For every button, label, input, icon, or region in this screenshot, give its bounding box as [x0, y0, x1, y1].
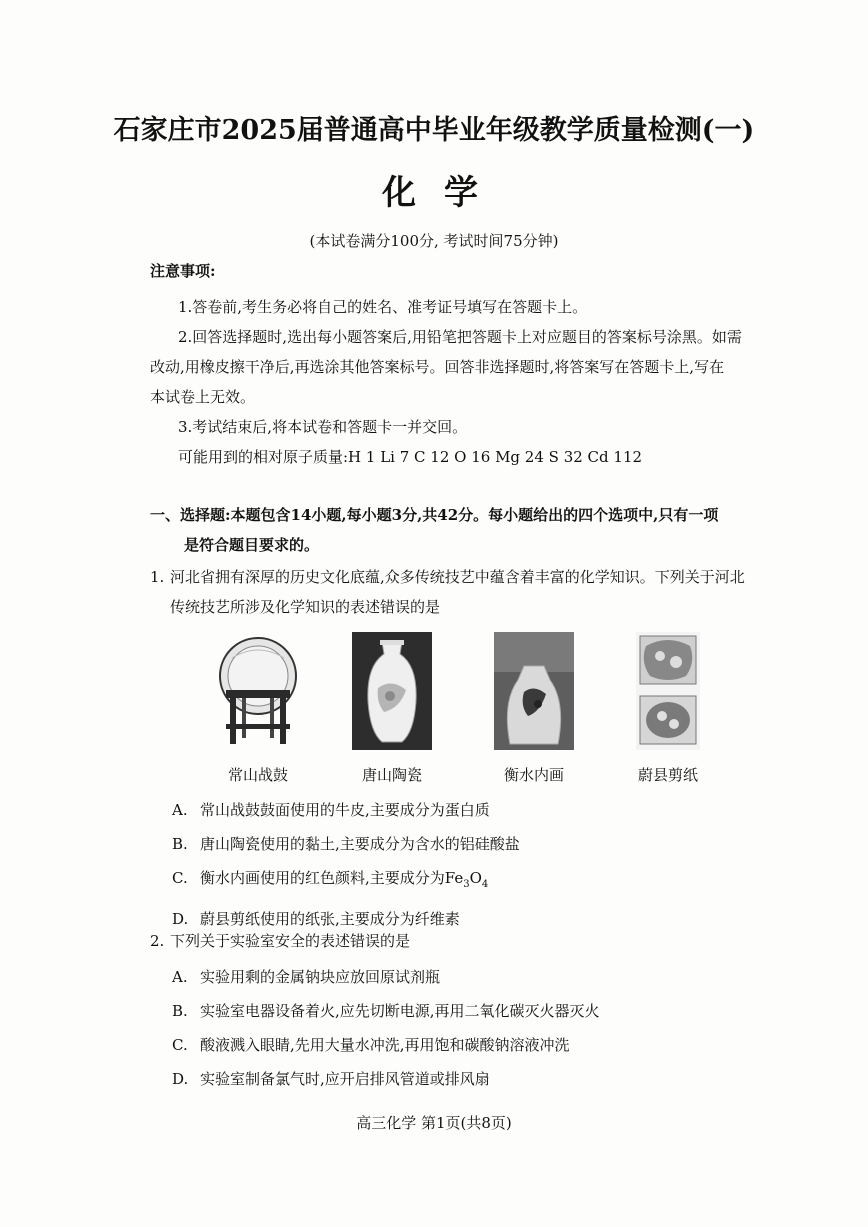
question-1 [150, 562, 820, 622]
paper-cut-image [636, 632, 700, 750]
option-label: A. [172, 968, 188, 986]
option-label: C. [172, 1036, 188, 1054]
question-2-line1: 下列关于实验室安全的表述错误的是 [170, 932, 411, 950]
caption-inner-painting: 衡水内画 [503, 766, 564, 784]
question-2 [150, 926, 820, 956]
section-heading [150, 500, 820, 560]
option-label: A. [172, 801, 188, 819]
figure-paper-cut [636, 632, 700, 754]
caption-ceramic-vase: 唐山陶瓷 [361, 766, 422, 784]
option-label: B. [172, 1002, 188, 1020]
option-text: 衡水内画使用的红色颜料,主要成分为Fe [200, 869, 464, 887]
exam-title: 石家庄市2025届普通高中毕业年级教学质量检测(一) [113, 115, 755, 146]
question-1-line2: 传统技艺所涉及化学知识的表述错误的是 [170, 598, 441, 616]
question-1-line1: 河北省拥有深厚的历史文化底蕴,众多传统技艺中蕴含着丰富的化学知识。下列关于河北 [170, 568, 745, 586]
question-2-options [172, 960, 600, 1096]
option-2d [172, 1062, 600, 1096]
notice-item-2-line3: 本试卷上无效。 [150, 388, 256, 406]
notice-item-3: 3.考试结束后,将本试卷和答题卡一并交回。 [178, 418, 468, 436]
notice-item-2-line1: 2.回答选择题时,选出每小题答案后,用铅笔把答题卡上对应题目的答案标号涂黑。如需 [178, 328, 742, 346]
option-label: D. [172, 1070, 189, 1088]
subject-title: 化学 [382, 173, 506, 213]
option-2b [172, 994, 600, 1028]
caption-war-drum: 常山战鼓 [227, 766, 288, 784]
option-text: 常山战鼓鼓面使用的牛皮,主要成分为蛋白质 [200, 801, 490, 819]
option-text: 实验室制备氯气时,应开启排风管道或排风扇 [200, 1070, 490, 1088]
drum-image [212, 632, 304, 750]
option-2c [172, 1028, 600, 1062]
subscript-fe: 3 [463, 879, 470, 890]
notice-item-2-line2: 改动,用橡皮擦干净后,再选涂其他答案标号。回答非选择题时,将答案写在答题卡上,写在 [150, 358, 725, 376]
question-1-number: 1. [150, 568, 165, 586]
vase-image [352, 632, 432, 750]
section-heading-line1: 一、选择题:本题包含14小题,每小题3分,共42分。每小题给出的四个选项中,只有一项 [150, 506, 719, 524]
exam-meta: (本试卷满分100分, 考试时间75分钟) [309, 232, 559, 250]
option-label: B. [172, 835, 188, 853]
option-text: 实验用剩的金属钠块应放回原试剂瓶 [200, 968, 441, 986]
option-label: C. [172, 869, 188, 887]
option-2a [172, 960, 600, 994]
figure-inner-painting [494, 632, 574, 754]
inner-painting-image [494, 632, 574, 750]
figure-ceramic-vase [352, 632, 432, 754]
question-1-options [172, 793, 520, 936]
option-1a [172, 793, 520, 827]
section-heading-line2: 是符合题目要求的。 [184, 536, 320, 554]
question-1-figures [0, 632, 868, 792]
option-text: 唐山陶瓷使用的黏土,主要成分为含水的铝硅酸盐 [200, 835, 520, 853]
option-text: 酸液溅入眼睛,先用大量水冲洗,再用饱和碳酸钠溶液冲洗 [200, 1036, 570, 1054]
notice-block [150, 292, 812, 472]
page-footer: 高三化学 第1页(共8页) [356, 1114, 512, 1132]
option-text: 蔚县剪纸使用的纸张,主要成分为纤维素 [200, 910, 460, 928]
notice-heading: 注意事项: [150, 262, 216, 280]
caption-paper-cut: 蔚县剪纸 [637, 766, 698, 784]
formula-o: O [469, 869, 482, 887]
notice-item-1: 1.答卷前,考生务必将自己的姓名、准考证号填写在答题卡上。 [178, 298, 588, 316]
option-label: D. [172, 910, 189, 928]
atomic-mass-line: 可能用到的相对原子质量:H 1 Li 7 C 12 O 16 Mg 24 S 32 Cd 112 [178, 448, 643, 466]
option-text: 实验室电器设备着火,应先切断电源,再用二氧化碳灭火器灭火 [200, 1002, 600, 1020]
figure-war-drum [212, 632, 304, 754]
option-1b [172, 827, 520, 861]
question-2-number: 2. [150, 932, 165, 950]
option-1c [172, 861, 520, 902]
subscript-o: 4 [481, 879, 489, 890]
